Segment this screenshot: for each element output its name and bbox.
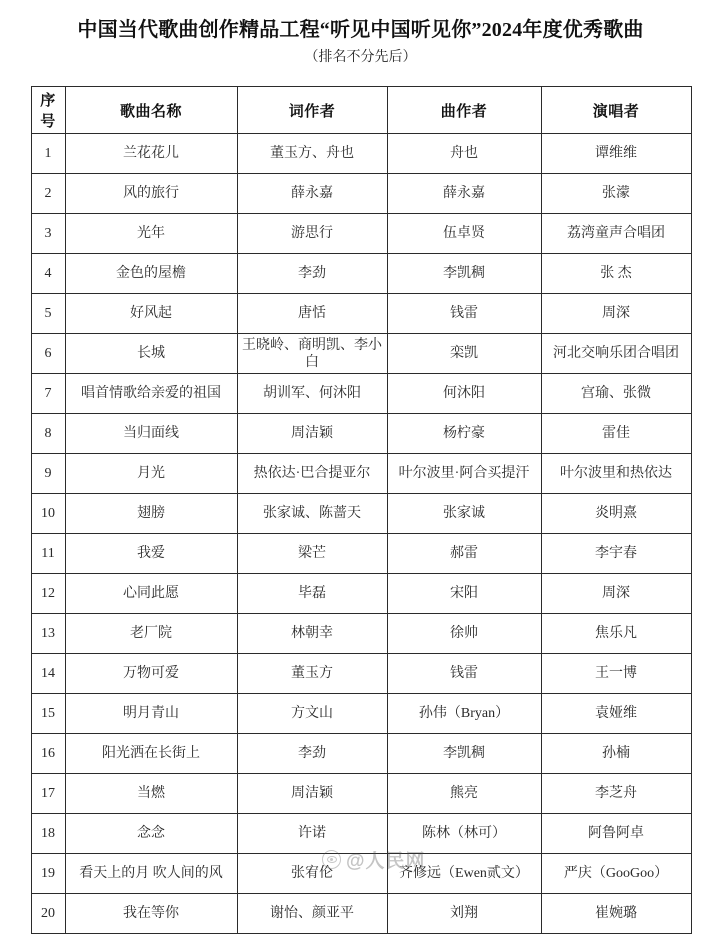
cell-composer: 舟也 [387, 134, 541, 174]
table-row [31, 734, 691, 774]
cell-composer: 叶尔波里·阿合买提汗 [387, 454, 541, 494]
cell-index: 20 [31, 894, 65, 934]
cell-lyricist: 林朝幸 [237, 614, 387, 654]
table-row [31, 574, 691, 614]
cell-index: 6 [31, 334, 65, 374]
cell-composer: 张家诚 [387, 494, 541, 534]
table-row [31, 254, 691, 294]
cell-index: 8 [31, 414, 65, 454]
page-title: 中国当代歌曲创作精品工程“听见中国听见你”2024年度优秀歌曲 [77, 19, 644, 41]
table-row [31, 614, 691, 654]
cell-index: 15 [31, 694, 65, 734]
cell-index: 9 [31, 454, 65, 494]
table-row [31, 814, 691, 854]
cell-index: 18 [31, 814, 65, 854]
table-row [31, 654, 691, 694]
cell-singer: 谭维维 [541, 134, 691, 174]
watermark-label: @人民网 [346, 851, 426, 872]
cell-composer: 徐帅 [387, 614, 541, 654]
table-row [31, 294, 691, 334]
cell-singer: 张濛 [541, 174, 691, 214]
table-body [31, 134, 691, 934]
table-row [31, 414, 691, 454]
cell-song: 长城 [65, 334, 237, 374]
cell-singer: 荔湾童声合唱团 [541, 214, 691, 254]
cell-song: 看天上的月 吹人间的风 [65, 854, 237, 894]
cell-composer: 陈林（林可） [387, 814, 541, 854]
column-header-song: 歌曲名称 [65, 87, 237, 134]
cell-singer: 周深 [541, 294, 691, 334]
cell-composer: 李凯稠 [387, 254, 541, 294]
cell-index: 17 [31, 774, 65, 814]
cell-song: 当归面线 [65, 414, 237, 454]
cell-singer: 李芝舟 [541, 774, 691, 814]
cell-lyricist: 唐恬 [237, 294, 387, 334]
cell-singer: 叶尔波里和热依达 [541, 454, 691, 494]
cell-composer: 何沐阳 [387, 374, 541, 414]
song-table [31, 86, 692, 934]
cell-singer: 雷佳 [541, 414, 691, 454]
cell-index: 19 [31, 854, 65, 894]
cell-lyricist: 毕磊 [237, 574, 387, 614]
cell-song: 我在等你 [65, 894, 237, 934]
table-row [31, 694, 691, 734]
page-subtitle: （排名不分先后） [304, 50, 417, 65]
cell-lyricist: 方文山 [237, 694, 387, 734]
cell-song: 唱首情歌给亲爱的祖国 [65, 374, 237, 414]
cell-singer: 严庆（GooGoo） [541, 854, 691, 894]
cell-lyricist: 张宥伦 [237, 854, 387, 894]
cell-index: 5 [31, 294, 65, 334]
cell-lyricist: 梁芒 [237, 534, 387, 574]
song-table-container [31, 86, 691, 934]
cell-singer: 周深 [541, 574, 691, 614]
cell-singer: 炎明熹 [541, 494, 691, 534]
cell-index: 7 [31, 374, 65, 414]
cell-composer: 齐修远（Ewen贰文） [387, 854, 541, 894]
cell-composer: 宋阳 [387, 574, 541, 614]
cell-index: 13 [31, 614, 65, 654]
cell-index: 10 [31, 494, 65, 534]
cell-lyricist: 热依达·巴合提亚尔 [237, 454, 387, 494]
cell-composer: 钱雷 [387, 294, 541, 334]
cell-singer: 阿鲁阿卓 [541, 814, 691, 854]
table-row [31, 894, 691, 934]
cell-lyricist: 许诺 [237, 814, 387, 854]
cell-lyricist: 游思行 [237, 214, 387, 254]
cell-singer: 宫瑜、张微 [541, 374, 691, 414]
table-row [31, 454, 691, 494]
column-header-singer: 演唱者 [541, 87, 691, 134]
cell-composer: 伍卓贤 [387, 214, 541, 254]
cell-composer: 杨柠豪 [387, 414, 541, 454]
cell-song: 光年 [65, 214, 237, 254]
cell-lyricist: 薛永嘉 [237, 174, 387, 214]
table-row [31, 774, 691, 814]
cell-song: 月光 [65, 454, 237, 494]
cell-singer: 王一博 [541, 654, 691, 694]
cell-singer: 河北交响乐团合唱团 [541, 334, 691, 374]
table-row [31, 334, 691, 374]
table-row [31, 214, 691, 254]
cell-singer: 袁娅维 [541, 694, 691, 734]
cell-song: 我爱 [65, 534, 237, 574]
table-row [31, 494, 691, 534]
cell-lyricist: 张家诚、陈蔷天 [237, 494, 387, 534]
column-header-composer: 曲作者 [387, 87, 541, 134]
cell-index: 2 [31, 174, 65, 214]
cell-song: 当燃 [65, 774, 237, 814]
cell-singer: 崔婉璐 [541, 894, 691, 934]
cell-song: 兰花花儿 [65, 134, 237, 174]
cell-lyricist: 李劲 [237, 254, 387, 294]
cell-composer: 栾凯 [387, 334, 541, 374]
table-row [31, 854, 691, 894]
cell-lyricist: 胡训军、何沐阳 [237, 374, 387, 414]
cell-lyricist: 周洁颖 [237, 774, 387, 814]
cell-index: 4 [31, 254, 65, 294]
table-row [31, 374, 691, 414]
cell-composer: 熊亮 [387, 774, 541, 814]
cell-lyricist: 董玉方、舟也 [237, 134, 387, 174]
column-header-lyricist: 词作者 [237, 87, 387, 134]
cell-index: 12 [31, 574, 65, 614]
cell-composer: 郝雷 [387, 534, 541, 574]
title-block [0, 0, 721, 69]
cell-song: 明月青山 [65, 694, 237, 734]
cell-composer: 李凯稠 [387, 734, 541, 774]
cell-song: 心同此愿 [65, 574, 237, 614]
table-header [31, 87, 691, 134]
cell-song: 好风起 [65, 294, 237, 334]
cell-index: 1 [31, 134, 65, 174]
cell-song: 风的旅行 [65, 174, 237, 214]
cell-singer: 孙楠 [541, 734, 691, 774]
cell-index: 11 [31, 534, 65, 574]
cell-song: 阳光洒在长街上 [65, 734, 237, 774]
cell-song: 翅膀 [65, 494, 237, 534]
cell-composer: 薛永嘉 [387, 174, 541, 214]
table-row [31, 134, 691, 174]
cell-lyricist: 董玉方 [237, 654, 387, 694]
cell-singer: 张 杰 [541, 254, 691, 294]
cell-lyricist: 李劲 [237, 734, 387, 774]
cell-composer: 孙伟（Bryan） [387, 694, 541, 734]
cell-song: 念念 [65, 814, 237, 854]
cell-lyricist: 周洁颖 [237, 414, 387, 454]
cell-song: 万物可爱 [65, 654, 237, 694]
cell-singer: 焦乐凡 [541, 614, 691, 654]
cell-lyricist: 谢怡、颜亚平 [237, 894, 387, 934]
cell-composer: 刘翔 [387, 894, 541, 934]
cell-song: 老厂院 [65, 614, 237, 654]
cell-index: 3 [31, 214, 65, 254]
cell-index: 16 [31, 734, 65, 774]
cell-composer: 钱雷 [387, 654, 541, 694]
table-row [31, 534, 691, 574]
table-header-row [31, 87, 691, 134]
cell-singer: 李宇春 [541, 534, 691, 574]
table-row [31, 174, 691, 214]
cell-lyricist: 王晓岭、商明凯、李小白 [237, 334, 387, 374]
cell-index: 14 [31, 654, 65, 694]
cell-song: 金色的屋檐 [65, 254, 237, 294]
column-header-index: 序号 [31, 87, 65, 134]
